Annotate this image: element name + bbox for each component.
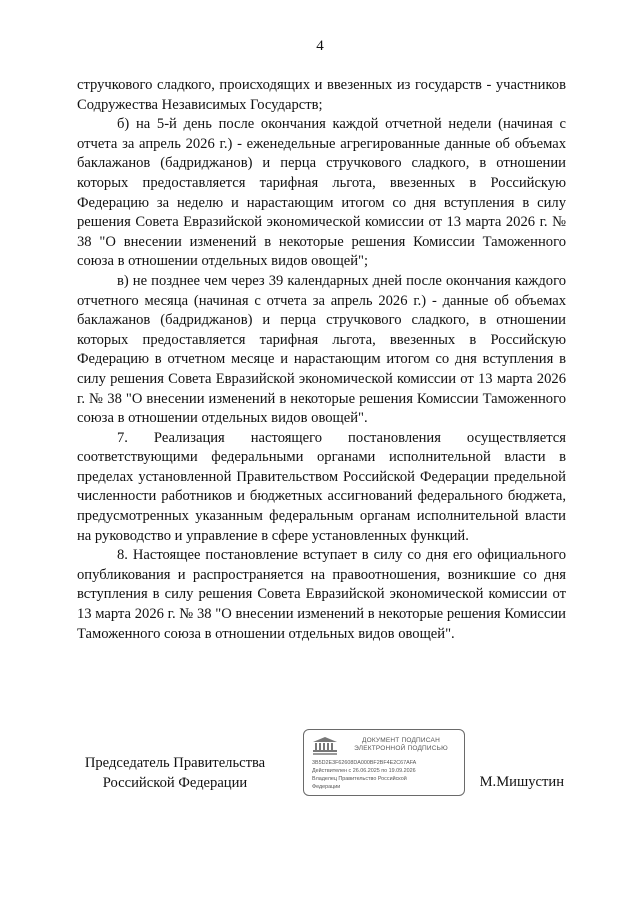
signer-position-line-1: Председатель Правительства (84, 755, 266, 771)
stamp-title (342, 737, 460, 753)
page-number: 4 (316, 38, 324, 54)
paragraph-7: 7. Реализация настоящего постановления осуществляется соответствующими федеральными органами исполнительной власти в пределах установленной Правительством Российской Федерации предельной численности работников и бюджетных ассигнований федерального бюджета, предусмотренных указанным федеральным органам исполнительной власти на руководство и управление в сфере установленных функций. (77, 429, 566, 544)
electronic-signature-stamp (303, 729, 465, 796)
stamp-owner-line-1: Владелец Правительство Российской (312, 776, 407, 782)
paragraph-item-v: в) не позднее чем через 39 календарных дней после окончания каждого отчетного месяца (начиная с отчета за апрель 2026 г.) - данные об объемах баклажанов (бадриджанов) и перца стручкового сладкого, в отношении которых предоставляется тарифная льгота, ввезенных в Российскую Федерацию в отчетном месяце и нарастающим итогом со дня вступления в силу решения Совета Евразийской экономической комиссии от 13 марта 2026 г. № 38 "О внесении изменений в некоторые решения Комиссии Таможенного союза в отношении отдельных видов овощей". (77, 272, 566, 427)
document-body (77, 76, 566, 644)
signer-position (75, 754, 275, 793)
stamp-owner-line-2: Федерации (312, 784, 341, 790)
stamp-certificate: 3B5D2E3F62608DA000BF2BF4E2C67AFA (312, 760, 417, 766)
emblem-icon (312, 736, 338, 756)
signer-name: М.Мишустин (479, 774, 564, 790)
stamp-title-line-1: ДОКУМЕНТ ПОДПИСАН (362, 737, 440, 744)
paragraph-8: 8. Настоящее постановление вступает в силу со дня его официального опубликования и распространяется на правоотношения, возникшие со дня вступления в силу решения Совета Евразийской экономической комиссии от 13 марта 2026 г. № 38 "О внесении изменений в некоторые решения Комиссии Таможенного союза в отношении отдельных видов овощей". (77, 547, 566, 642)
paragraph-item-b: б) на 5-й день после окончания каждой отчетной недели (начиная с отчета за апрель 2026 г.) - еженедельные агрегированные данные об объемах баклажанов (бадриджанов) и перца стручкового сладкого, в отношении которых предоставляется тарифная льгота, ввезенных в Российскую Федерацию за неделю и нарастающим итогом со дня вступления в силу решения Совета Евразийской экономической комиссии от 13 марта 2026 г. № 38 "О внесении изменений в некоторые решения Комиссии Таможенного союза в отношении отдельных видов овощей"; (77, 116, 566, 270)
paragraph-1: стручкового сладкого, происходящих и ввезенных из государств - участников Содружества Независимых Государств; (77, 77, 566, 113)
signer-position-line-2: Российской Федерации (102, 774, 248, 791)
stamp-validity: Действителен с 26.06.2025 по 19.09.2026 (312, 768, 416, 774)
stamp-title-line-2: ЭЛЕКТРОННОЙ ПОДПИСЬЮ (354, 745, 448, 752)
